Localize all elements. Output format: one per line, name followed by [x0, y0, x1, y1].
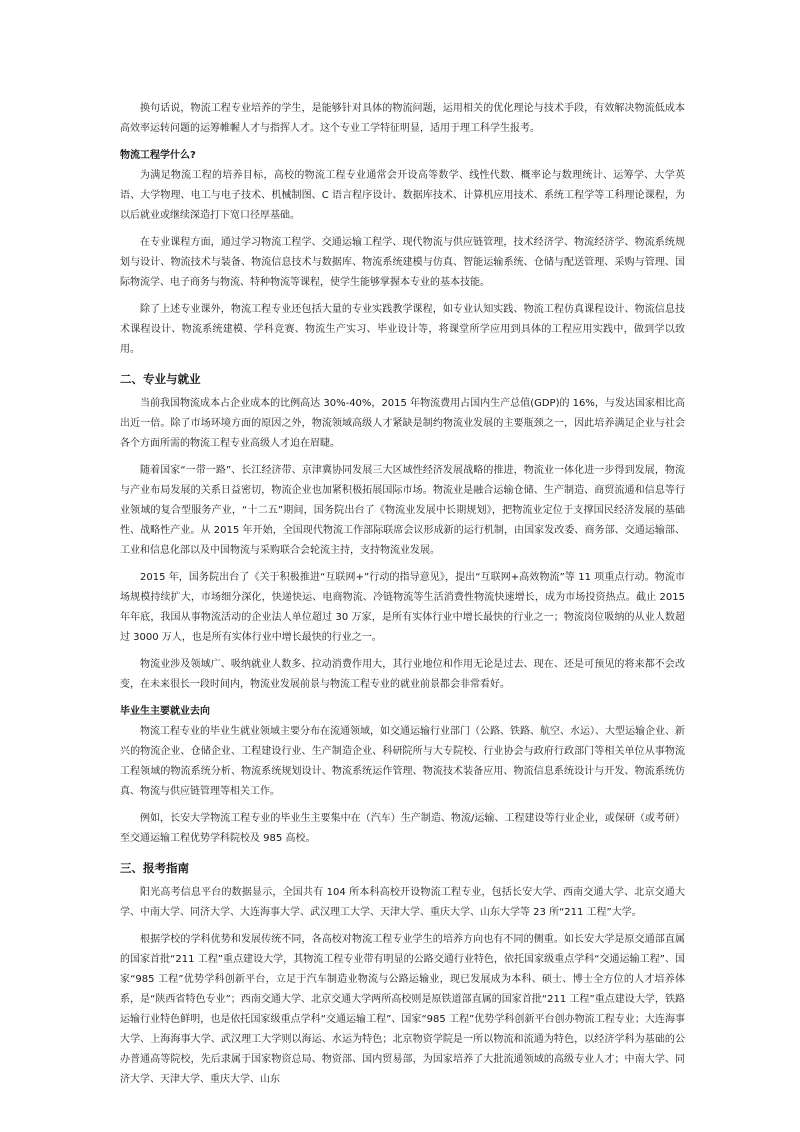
- paragraph-school-features: 根据学校的学科优势和发展传统不同，各高校对物流工程专业学生的培养方向也有不同的侧重。如长安大学是原交通部直属的国家首批“211 工程”重点建设大学，其物流工程专业带有明显的公路交通行业特色，依托国家级重点学科“交通运输工程”、国家“985 工程”优势学科创新平台，立足于汽车制造业物流与公路运输业，现已发展成为本科、硕士、博士全方位的人才培养体系，是“陕西省特色专业”；西南交通大学、北京交通大学两所高校则是原铁道部直属的国家首批“211 工程”重点建设大学，铁路运输行业特色鲜明，也是依托国家级重点学科“交通运输工程”、国家“985 工程”优势学科创新平台创办物流工程专业；大连海事大学、上海海事大学、武汉理工大学则以海运、水运为特色；北京物资学院是一所以物流和流通为特色，以经济学科为基础的公办普通高等院校，先后隶属于国家物资总局、物资部、国内贸易部，为国家培养了大批流通领域的高级专业人才；中南大学、同济大学、天津大学、重庆大学、山东: [120, 934, 685, 1085]
- section-heading-application-guide: 三、报考指南: [120, 861, 189, 875]
- subheading-graduate-destinations: 毕业生主要就业去向: [120, 706, 210, 717]
- paragraph-outlook: 物流业涉及领域广、吸纳就业人数多、拉动消费作用大，其行业地位和作用无论是过去、现在、还是可预见的将来都不会改变，在未来很长一段时间内，物流业发展前景与物流工程专业的就业前景都会非常看好。: [120, 659, 685, 690]
- paragraph-national-strategy: 随着国家“一带一路”、长江经济带、京津冀协同发展三大区域性经济发展战略的推进，物流业一体化进一步得到发展，物流与产业布局发展的关系日益密切，物流企业也加紧积极拓展国际市场。物流业是融合运输仓储、生产制造、商贸流通和信息等行业领域的复合型服务产业，“十二五”期间，国务院出台了《物流业发展中长期规划》，把物流业定位于支撑国民经济发展的基础性、战略性产业。从 2015 年开始，全国现代物流工作部际联席会议形成新的运行机制，由国家发改委、商务部、交通运输部、工业和信息化部以及中国物流与采购联合会轮流主持，支持物流业发展。: [120, 465, 685, 556]
- paragraph-employment-fields: 物流工程专业的毕业生就业领域主要分布在流通领域，如交通运输行业部门（公路、铁路、航空、水运）、大型运输企业、新兴的物流企业、仓储企业、工程建设行业、生产制造企业、科研院所与大专院校、行业协会与政府行政部门等相关单位从事物流工程领域的物流系统分析、物流系统规划设计、物流系统运作管理、物流技术装备应用、物流信息系统设计与开发、物流系统仿真、物流与供应链管理等相关工作。: [120, 726, 685, 797]
- document-page: [120, 99, 685, 1097]
- paragraph-logistics-cost: 当前我国物流成本占企业成本的比例高达 30%-40%，2015 年物流费用占国内生产总值(GDP)的 16%，与发达国家相比高出近一倍。除了市场环境方面的原因之外，物流领域高级人才紧缺是制约物流业发展的主要瓶颈之一，因此培养满足企业与社会各个方面所需的物流工程专业高级人才迫在眉睫。: [120, 398, 685, 449]
- paragraph-major-courses: 在专业课程方面，通过学习物流工程学、交通运输工程学、现代物流与供应链管理，技术经济学、物流经济学、物流系统规划与设计、物流技术与装备、物流信息技术与数据库、物流系统建模与仿真、智能运输系统、仓储与配送管理、采购与管理、国际物流学、电子商务与物流、特种物流等课程，使学生能够掌握本专业的基本技能。: [120, 237, 685, 288]
- subheading-what-to-study: 物流工程学什么?: [120, 150, 196, 161]
- paragraph-universities: 阳光高考信息平台的数据显示，全国共有 104 所本科高校开设物流工程专业，包括长安大学、西南交通大学、北京交通大学、中南大学、同济大学、大连海事大学、武汉理工大学、天津大学、重庆大学、山东大学等 23 所“211 工程”大学。: [120, 887, 685, 918]
- paragraph-practice: 除了上述专业课外，物流工程专业还包括大量的专业实践教学课程，如专业认知实践、物流工程仿真课程设计、物流信息技术课程设计、物流系统建模、学科竞赛、物流生产实习、毕业设计等，将课堂所学应用到具体的工程应用实践中，做到学以致用。: [120, 304, 685, 355]
- paragraph-example: 例如，长安大学物流工程专业的毕业生主要集中在（汽车）生产制造、物流/运输、工程建设等行业企业，或保研（或考研）至交通运输工程优势学科院校及 985 高校。: [120, 813, 685, 844]
- paragraph-internet-plus: 2015 年，国务院出台了《关于积极推进“互联网+”行动的指导意见》，提出“互联网+高效物流”等 11 项重点行动。物流市场规模持续扩大，市场细分深化，快递快运、电商物流、冷链物流等生活消费性物流快速增长，成为市场投资热点。截止 2015 年年底，我国从事物流活动的企业法人单位超过 30 万家，是所有实体行业中增长最快的行业之一；物流岗位吸纳的从业人数超过 3000 万人，也是所有实体行业中增长最快的行业之一。: [120, 572, 685, 643]
- paragraph-basic-courses: 为满足物流工程的培养目标，高校的物流工程专业通常会开设高等数学、线性代数、概率论与数理统计、运筹学、大学英语、大学物理、电工与电子技术、机械制图、C 语言程序设计、数据库技术、计算机应用技术、系统工程学等工科理论课程，为以后就业或继续深造打下宽口径厚基础。: [120, 170, 685, 221]
- section-heading-employment: 二、专业与就业: [120, 372, 201, 386]
- paragraph-intro: 换句话说，物流工程专业培养的学生，是能够针对具体的物流问题，运用相关的优化理论与技术手段，有效解决物流低成本高效率运转问题的运筹帷幄人才与指挥人才。这个专业工学特征明显，适用于理工科学生报考。: [120, 103, 685, 134]
